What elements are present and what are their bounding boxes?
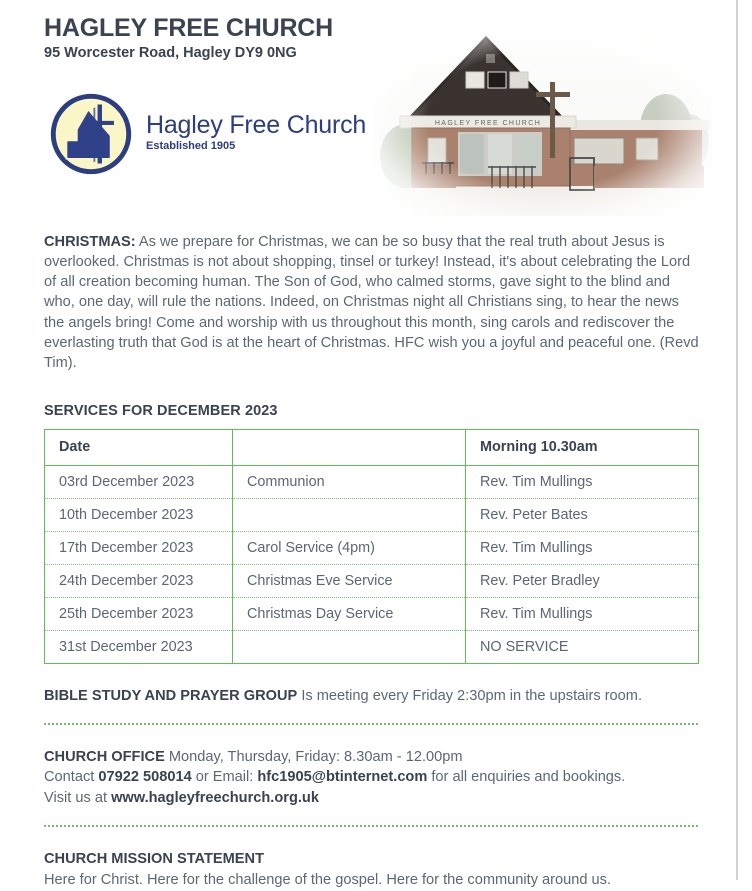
- cell-minister: Rev. Tim Mullings: [466, 465, 699, 498]
- table-row: [45, 465, 699, 498]
- cell-service: Communion: [233, 465, 466, 498]
- cell-service: [233, 630, 466, 663]
- church-office-section: [44, 747, 700, 809]
- divider-2: [44, 825, 698, 827]
- church-photo: [374, 16, 712, 216]
- contact-prefix: Contact: [44, 769, 99, 786]
- cell-date: 10th December 2023: [45, 498, 233, 531]
- services-table: [44, 429, 699, 664]
- page-gutter: [738, 0, 752, 880]
- org-address: 95 Worcester Road, Hagley DY9 0NG: [44, 45, 297, 61]
- mission-statement-section: [44, 849, 700, 891]
- page-title: HAGLEY FREE CHURCH: [44, 14, 334, 42]
- website-url[interactable]: www.hagleyfreechurch.org.uk: [111, 790, 319, 807]
- cell-date: 03rd December 2023: [45, 465, 233, 498]
- christmas-message-body: As we prepare for Christmas, we can be so busy that the real truth about Jesus is overlooked. Christmas is not about shopping, tinsel or turkey! Instead, it's about celebrating the Lord of all creation becoming human. The Son of God, who calmed storms, gave sight to the blind and who, one day, will rule the nations. Indeed, on Christmas night all Christians sing, to hear the news the angels bring! Come and worship with us throughout this month, sing carols and rediscover the everlasting truth that God is at the heart of Christmas. HFC wish you a joyful and peaceful one. (Revd Tim).: [44, 234, 699, 371]
- bible-study-section: [44, 686, 700, 707]
- christmas-message-label: CHRISTMAS:: [44, 234, 136, 250]
- contact-suffix: for all enquiries and bookings.: [427, 769, 626, 786]
- table-row: [45, 630, 699, 663]
- church-logo-icon: [50, 93, 132, 175]
- cell-minister: Rev. Peter Bradley: [466, 564, 699, 597]
- email-address[interactable]: hfc1905@btinternet.com: [257, 769, 428, 786]
- table-row: [45, 564, 699, 597]
- cell-minister: Rev. Tim Mullings: [466, 597, 699, 630]
- table-row: [45, 498, 699, 531]
- bible-study-heading: BIBLE STUDY AND PRAYER GROUP: [44, 687, 298, 704]
- cell-date: 17th December 2023: [45, 531, 233, 564]
- mission-statement-text: Here for Christ. Here for the challenge of the gospel. Here for the community around us.: [44, 872, 612, 889]
- table-row: [45, 597, 699, 630]
- cell-service: Christmas Eve Service: [233, 564, 466, 597]
- phone-number[interactable]: 07922 508014: [98, 769, 192, 786]
- church-logo-text: [146, 112, 366, 155]
- church-office-hours: Monday, Thursday, Friday: 8.30am - 12.00pm: [164, 748, 463, 765]
- logo-name: Hagley Free Church: [146, 111, 367, 140]
- page-content: [44, 0, 700, 891]
- divider-1: [44, 723, 698, 725]
- bible-study-text: Is meeting every Friday 2:30pm in the upstairs room.: [297, 687, 643, 704]
- cell-minister: Rev. Peter Bates: [466, 498, 699, 531]
- church-logo: [50, 93, 366, 175]
- cell-date: 24th December 2023: [45, 564, 233, 597]
- logo-established: Established 1905: [146, 139, 236, 152]
- cell-service: [233, 498, 466, 531]
- masthead: [44, 0, 700, 218]
- church-office-heading: CHURCH OFFICE: [44, 748, 165, 765]
- column-header-service: [233, 429, 466, 465]
- column-header-morning: Morning 10.30am: [466, 429, 699, 465]
- mission-statement-heading: CHURCH MISSION STATEMENT: [44, 850, 264, 867]
- contact-mid: or Email:: [191, 769, 258, 786]
- table-header-row: [45, 429, 699, 465]
- cell-service: Carol Service (4pm): [233, 531, 466, 564]
- table-row: [45, 531, 699, 564]
- column-header-date: Date: [45, 429, 233, 465]
- christmas-message: [44, 232, 700, 373]
- church-office-website-line: [44, 788, 700, 809]
- cell-date: 31st December 2023: [45, 630, 233, 663]
- cell-minister: NO SERVICE: [480, 638, 569, 655]
- cell-minister: Rev. Tim Mullings: [466, 531, 699, 564]
- visit-prefix: Visit us at: [44, 790, 112, 807]
- church-office-hours-line: [44, 747, 700, 768]
- church-office-contact-line: [44, 767, 700, 788]
- cell-service: Christmas Day Service: [233, 597, 466, 630]
- cell-date: 25th December 2023: [45, 597, 233, 630]
- services-heading: SERVICES FOR DECEMBER 2023: [44, 402, 278, 419]
